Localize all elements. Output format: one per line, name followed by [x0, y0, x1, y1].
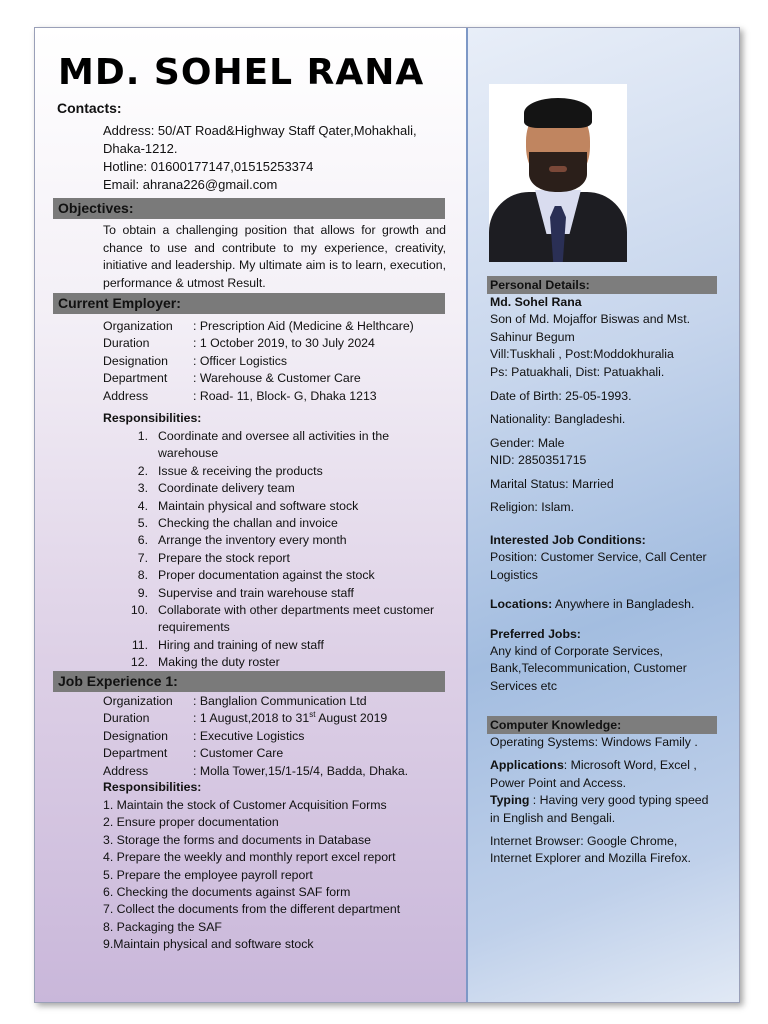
contacts-heading: Contacts: — [57, 100, 122, 116]
list-item: 8. Packaging the SAF — [103, 919, 222, 934]
list-item — [103, 498, 448, 515]
ps-line: Ps: Patuakhali, Dist: Patuakhali. — [490, 364, 665, 379]
list-gap — [148, 498, 158, 515]
candidate-name: MD. SOHEL RANA — [58, 52, 425, 93]
address-line: Address: 50/AT Road&Highway Staff Qater,Mohakhali, — [103, 123, 417, 138]
computer-knowledge-heading: Computer Knowledge: — [487, 716, 717, 734]
list-item — [103, 532, 448, 549]
list-number: 10. — [130, 603, 148, 618]
list-item — [103, 619, 448, 636]
address-line-2: Dhaka-1212. — [103, 141, 178, 156]
typing-label: Typing — [490, 793, 530, 808]
list-number: 9. — [137, 585, 148, 600]
detail-row — [103, 745, 408, 762]
list-item: 1. Maintain the stock of Customer Acquisition Forms — [103, 798, 387, 812]
preferred-line-3: Services etc — [490, 678, 557, 693]
detail-key: Address — [103, 388, 149, 403]
list-text: Supervise and train warehouse staff — [158, 585, 354, 600]
personal-details — [490, 294, 720, 516]
gender: Gender: Male — [490, 435, 565, 450]
list-item — [103, 585, 448, 602]
list-item: 9.Maintain physical and software stock — [103, 937, 314, 952]
list-item — [103, 567, 448, 584]
detail-value: : 1 October 2019, to 30 July 2024 — [193, 336, 375, 351]
parents-line-2: Sahinur Begum — [490, 329, 575, 344]
detail-value: : Executive Logistics — [193, 728, 305, 743]
list-item: 7. Collect the documents from the different department — [103, 902, 401, 917]
detail-key: Duration — [103, 336, 150, 351]
list-item — [103, 550, 448, 567]
list-number: 6. — [137, 533, 148, 548]
list-text: Collaborate with other departments meet customer — [158, 603, 435, 618]
typing-line — [490, 792, 720, 809]
list-text: Arrange the inventory every month — [158, 533, 347, 548]
os-line: Operating Systems: Windows Family . — [490, 735, 698, 749]
list-gap — [148, 654, 158, 671]
profile-photo — [489, 84, 627, 262]
detail-key: Organization — [103, 694, 173, 708]
list-text: Proper documentation against the stock — [158, 568, 375, 583]
list-number — [103, 619, 148, 636]
list-gap — [148, 550, 158, 567]
list-item — [103, 515, 448, 532]
list-number: 12. — [130, 655, 148, 670]
list-number: 11. — [131, 637, 148, 652]
list-number: 8. — [137, 568, 148, 583]
list-text: Prepare the stock report — [158, 550, 290, 565]
list-number: 2. — [137, 463, 148, 478]
list-gap — [148, 532, 158, 549]
applications-line-2: Power Point and Access. — [490, 775, 627, 790]
job-conditions-heading: Interested Job Conditions: — [490, 533, 646, 547]
detail-key: Address — [103, 763, 149, 778]
responsibilities-heading: Responsibilities: — [103, 780, 202, 794]
marital-status: Marital Status: Married — [490, 476, 614, 491]
personal-details-heading: Personal Details: — [487, 276, 717, 294]
detail-row — [103, 693, 408, 710]
list-item — [103, 463, 448, 480]
detail-value: : Road- 11, Block- G, Dhaka 1213 — [193, 388, 377, 403]
detail-value: : Officer Logistics — [193, 353, 288, 368]
list-gap — [148, 515, 158, 532]
past-responsibilities-list — [103, 797, 448, 954]
list-item — [103, 480, 448, 497]
detail-row — [103, 370, 414, 387]
list-text: Making the duty roster — [158, 655, 280, 670]
applications-value: : Microsoft Word, Excel , — [563, 758, 697, 773]
detail-row — [103, 763, 408, 780]
list-gap — [148, 619, 158, 636]
list-number: 7. — [137, 550, 148, 565]
position-line-2: Logistics — [490, 567, 538, 582]
list-gap — [148, 602, 158, 619]
job-experience-heading: Job Experience 1: — [53, 671, 445, 692]
detail-key: Duration — [103, 711, 150, 726]
preferred-line: Any kind of Corporate Services, — [490, 644, 663, 659]
detail-value: : Molla Tower,15/1-15/4, Badda, Dhaka. — [193, 763, 409, 778]
detail-row — [103, 353, 414, 370]
list-number — [103, 445, 148, 462]
current-responsibilities-list — [103, 428, 448, 672]
computer-knowledge — [490, 734, 720, 868]
village-line: Vill:Tuskhali , Post:Moddokhuralia — [490, 347, 674, 362]
list-item: 4. Prepare the weekly and monthly report excel report — [103, 850, 396, 865]
list-text: requirements — [158, 620, 230, 635]
position-line: Position: Customer Service, Call Center — [490, 550, 707, 565]
detail-row — [103, 710, 408, 727]
browser-line-2: Internet Explorer and Mozilla Firefox. — [490, 851, 691, 866]
list-gap — [148, 445, 158, 462]
detail-key: Department — [103, 371, 168, 386]
job-conditions — [490, 532, 720, 695]
email: Email: ahrana226@gmail.com — [103, 177, 278, 192]
list-text: Coordinate delivery team — [158, 481, 295, 496]
detail-value — [193, 710, 387, 727]
detail-value: : Banglalion Communication Ltd — [193, 694, 367, 708]
duration-start: : 1 August,2018 to 31 — [193, 711, 310, 726]
list-item — [103, 654, 448, 671]
list-item: 2. Ensure proper documentation — [103, 815, 279, 830]
detail-row — [103, 728, 408, 745]
list-item — [103, 428, 448, 445]
detail-value: : Customer Care — [193, 746, 284, 761]
list-gap — [148, 637, 158, 654]
detail-value: : Warehouse & Customer Care — [193, 371, 361, 386]
list-number: 3. — [137, 481, 148, 496]
detail-row — [103, 335, 414, 352]
list-item — [103, 637, 448, 654]
list-number: 4. — [137, 498, 148, 513]
date-of-birth: Date of Birth: 25-05-1993. — [490, 389, 632, 404]
current-employer-heading: Current Employer: — [53, 293, 445, 314]
preferred-line-2: Bank,Telecommunication, Customer — [490, 661, 687, 676]
religion: Religion: Islam. — [490, 500, 575, 515]
list-gap — [148, 567, 158, 584]
browser-line: Internet Browser: Google Chrome, — [490, 834, 678, 849]
contacts-block — [103, 122, 448, 194]
duration-suffix: st — [309, 710, 316, 720]
detail-row — [103, 318, 414, 335]
list-text: Issue & receiving the products — [158, 463, 323, 478]
list-text: Checking the challan and invoice — [158, 516, 338, 531]
typing-value: : Having very good typing speed — [529, 793, 709, 808]
list-gap — [148, 463, 158, 480]
list-gap — [148, 480, 158, 497]
list-number: 5. — [137, 516, 148, 531]
preferred-jobs-heading: Preferred Jobs: — [490, 626, 581, 641]
duration-end: August 2019 — [315, 711, 388, 726]
list-number: 1. — [137, 429, 148, 443]
detail-key: Designation — [103, 353, 168, 368]
objectives-heading: Objectives: — [53, 198, 445, 219]
parents-line: Son of Md. Mojaffor Biswas and Mst. — [490, 312, 691, 327]
locations-value: Anywhere in Bangladesh. — [552, 597, 695, 612]
list-text: warehouse — [158, 446, 219, 461]
list-item: 6. Checking the documents against SAF form — [103, 885, 351, 900]
list-gap — [148, 585, 158, 602]
applications-label: Applications — [490, 758, 564, 773]
list-item — [103, 602, 448, 619]
detail-key: Department — [103, 746, 168, 761]
typing-line-2: in English and Bengali. — [490, 810, 616, 825]
responsibilities-heading: Responsibilities: — [103, 411, 202, 425]
detail-value: : Prescription Aid (Medicine & Helthcare) — [193, 319, 414, 333]
hotline: Hotline: 01600177147,01515253374 — [103, 159, 314, 174]
current-employer-details — [103, 318, 414, 405]
detail-key: Designation — [103, 728, 168, 743]
list-text: Hiring and training of new staff — [158, 637, 324, 652]
applications-line — [490, 757, 720, 774]
list-gap — [148, 428, 158, 445]
list-item — [103, 445, 448, 462]
nid: NID: 2850351715 — [490, 453, 587, 468]
list-item: 3. Storage the forms and documents in Database — [103, 832, 371, 847]
nationality: Nationality: Bangladeshi. — [490, 412, 626, 427]
detail-row — [103, 388, 414, 405]
list-text: Coordinate and oversee all activities in the — [158, 429, 390, 443]
objectives-text: To obtain a challenging position that allows for growth and chance to use and contribute to my experience, creativity, initiative and leadership. My ultimate aim is to learn, execution, performance & utmost Result. — [103, 223, 446, 290]
list-text: Maintain physical and software stock — [158, 498, 359, 513]
list-item: 5. Prepare the employee payroll report — [103, 867, 313, 882]
locations-label: Locations: — [490, 597, 553, 612]
job-experience-details — [103, 693, 408, 780]
detail-key: Organization — [103, 319, 173, 333]
personal-name: Md. Sohel Rana — [490, 295, 582, 309]
locations-line — [490, 596, 720, 613]
